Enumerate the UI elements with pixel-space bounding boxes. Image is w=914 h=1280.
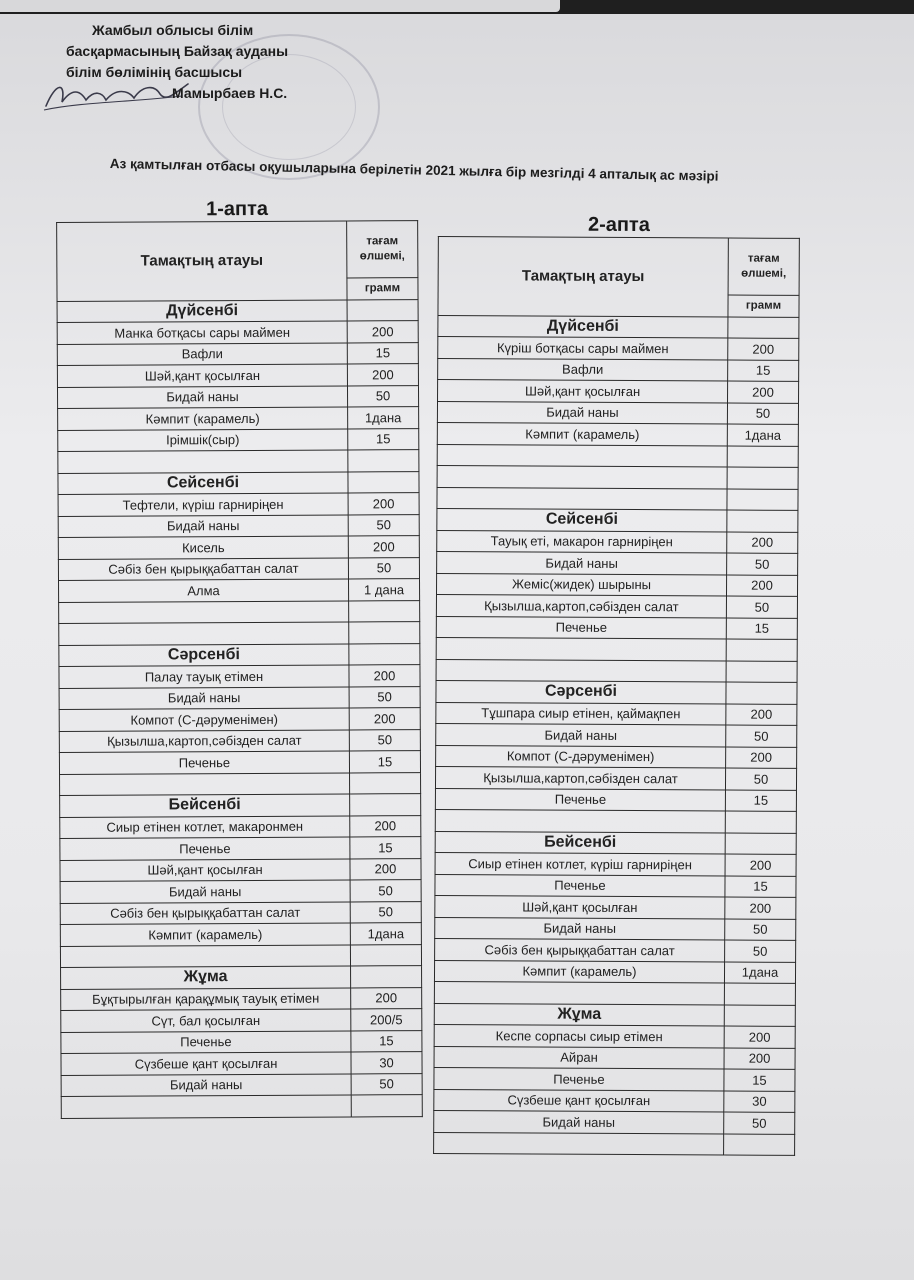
header-row [438, 237, 799, 296]
dish-quantity [350, 944, 421, 966]
dish-quantity: 200 [347, 364, 418, 386]
menu-row [58, 450, 419, 473]
dish-name: Шәй,қант қосылған [435, 895, 725, 918]
dish-name [58, 450, 348, 473]
menu-row [59, 600, 420, 623]
menu-row [59, 751, 420, 774]
dish-name: Тефтели, күріш гарниріңен [58, 493, 348, 516]
day-qty-cell [726, 682, 797, 704]
dish-name [437, 465, 727, 488]
column-header-dish: Тамақтың атауы [57, 221, 347, 301]
dish-name [434, 1132, 724, 1155]
dish-quantity: 50 [348, 514, 419, 536]
menu-row [435, 809, 796, 832]
dish-quantity: 1дана [724, 962, 795, 984]
dish-quantity: 15 [726, 618, 797, 640]
dish-name: Кисель [58, 536, 348, 559]
menu-row [57, 342, 418, 365]
menu-row [60, 901, 421, 924]
dish-name: Бидай наны [60, 880, 350, 903]
dish-quantity: 15 [348, 428, 419, 450]
dish-name: Кәмпит (карамель) [60, 923, 350, 946]
menu-row [58, 493, 419, 516]
day-row [59, 643, 420, 666]
dish-name: Алма [59, 579, 349, 602]
dish-name: Палау тауық етімен [59, 665, 349, 688]
dish-quantity: 30 [351, 1052, 422, 1074]
dish-quantity: 50 [349, 686, 420, 708]
dish-quantity: 200 [347, 321, 418, 343]
dish-name: Печенье [435, 788, 725, 811]
dish-name [60, 944, 350, 967]
dish-name: Бидай наны [59, 686, 349, 709]
menu-row [60, 923, 421, 946]
dish-quantity: 200 [725, 854, 796, 876]
dish-name: Сүзбеше қант қосылған [61, 1052, 351, 1075]
dish-name: Кәмпит (карамель) [437, 422, 727, 445]
dish-name: Бидай наны [58, 514, 348, 537]
menu-row [59, 579, 420, 602]
menu-row [58, 428, 419, 451]
dish-quantity [349, 600, 420, 622]
menu-row [61, 1030, 422, 1053]
document-title: Аз қамтылған отбасы оқушыларына берілетін 2021 жылға бір мезгілді 4 апталық ас мәзірі [109, 156, 719, 184]
dish-name [436, 637, 726, 660]
menu-row [59, 622, 420, 645]
dish-quantity: 200 [351, 987, 422, 1009]
menu-row [61, 1052, 422, 1075]
dish-name: Қызылша,картоп,сәбізден салат [435, 766, 725, 789]
menu-row [438, 337, 799, 360]
menu-row [434, 1046, 795, 1069]
dish-quantity: 50 [725, 919, 796, 941]
menu-row [59, 665, 420, 688]
menu-row [60, 837, 421, 860]
menu-row [59, 729, 420, 752]
menu-row [436, 745, 797, 768]
dish-name: Тауық еті, макарон гарниріңен [437, 530, 727, 553]
menu-row [436, 723, 797, 746]
menu-row [435, 895, 796, 918]
menu-row [435, 852, 796, 875]
dish-name: Бидай наны [437, 401, 727, 424]
page-top-paper-edge [0, 0, 560, 12]
dish-quantity: 200 [726, 575, 797, 597]
menu-row [437, 444, 798, 467]
menu-row [58, 536, 419, 559]
menu-row [58, 557, 419, 580]
dish-quantity: 50 [350, 901, 421, 923]
menu-row [61, 1095, 422, 1118]
menu-row [437, 465, 798, 488]
dish-quantity: 15 [347, 342, 418, 364]
menu-row [60, 944, 421, 967]
dish-quantity: 50 [348, 557, 419, 579]
menu-row [435, 917, 796, 940]
dish-quantity: 200 [725, 897, 796, 919]
dish-quantity: 200 [724, 1026, 795, 1048]
day-name: Сәрсенбі [59, 643, 349, 666]
day-name: Сәрсенбі [436, 680, 726, 703]
header-row [57, 221, 418, 280]
menu-row [434, 1067, 795, 1090]
menu-row [435, 766, 796, 789]
dish-name: Бидай наны [57, 385, 347, 408]
dish-quantity: 200 [349, 665, 420, 687]
dish-name: Сәбіз бен қырыққабаттан салат [435, 938, 725, 961]
dish-name: Сүзбеше қант қосылған [434, 1089, 724, 1112]
menu-row [58, 514, 419, 537]
dish-name [437, 444, 727, 467]
dish-quantity: 50 [725, 940, 796, 962]
day-row [58, 471, 419, 494]
menu-row [436, 659, 797, 682]
dish-name: Кәмпит (карамель) [434, 960, 724, 983]
dish-name: Ірімшік(сыр) [58, 428, 348, 451]
dish-name: Кеспе сорпасы сиыр етімен [434, 1024, 724, 1047]
approval-line-2: басқармасының Байзақ ауданы [66, 43, 289, 59]
dish-quantity [724, 1134, 795, 1156]
menu-row [436, 573, 797, 596]
dish-quantity [724, 983, 795, 1005]
menu-row [437, 530, 798, 553]
dish-name: Қызылша,картоп,сәбізден салат [59, 729, 349, 752]
menu-row [435, 938, 796, 961]
day-row [61, 966, 422, 989]
dish-name: Компот (С-дәруменімен) [436, 745, 726, 768]
dish-quantity [348, 450, 419, 472]
dish-name: Бұқтырылған қарақұмық тауық етімен [61, 987, 351, 1010]
day-name: Дүйсенбі [438, 315, 728, 338]
dish-quantity: 200 [728, 338, 799, 360]
dish-name: Жеміс(жидек) шырыны [436, 573, 726, 596]
menu-row [434, 1110, 795, 1133]
dish-quantity [349, 622, 420, 644]
menu-row [61, 987, 422, 1010]
day-row [434, 1003, 795, 1026]
menu-row [438, 380, 799, 403]
dish-name [434, 981, 724, 1004]
dish-quantity: 1дана [727, 424, 798, 446]
day-qty-cell [348, 471, 419, 493]
menu-row [434, 981, 795, 1004]
dish-quantity: 200 [350, 815, 421, 837]
day-qty-cell [350, 794, 421, 816]
dish-quantity: 200 [348, 493, 419, 515]
dish-name: Компот (С-дәруменімен) [59, 708, 349, 731]
day-name: Бейсенбі [435, 831, 725, 854]
dish-name: Печенье [435, 874, 725, 897]
dish-quantity: 1дана [348, 407, 419, 429]
menu-row [60, 858, 421, 881]
menu-row [435, 788, 796, 811]
dish-quantity [351, 1095, 422, 1117]
dish-name: Шәй,қант қосылған [60, 858, 350, 881]
dish-name: Бидай наны [437, 551, 727, 574]
dish-quantity: 50 [350, 880, 421, 902]
dish-quantity: 15 [351, 1030, 422, 1052]
dish-quantity [726, 639, 797, 661]
dish-quantity: 200 [724, 1048, 795, 1070]
menu-row [437, 422, 798, 445]
menu-row [436, 637, 797, 660]
menu-row [437, 401, 798, 424]
dish-quantity: 15 [728, 360, 799, 382]
dish-quantity: 15 [349, 751, 420, 773]
menu-row [60, 815, 421, 838]
dish-name [437, 487, 727, 510]
dish-quantity: 15 [725, 876, 796, 898]
day-qty-cell [725, 833, 796, 855]
dish-name [59, 600, 349, 623]
day-name: Дүйсенбі [57, 299, 347, 322]
week-title: 2-апта [587, 213, 650, 237]
day-row [436, 680, 797, 703]
day-qty-cell [351, 966, 422, 988]
dish-quantity [726, 661, 797, 683]
menu-row [59, 708, 420, 731]
menu-row [434, 1132, 795, 1155]
menu-row [57, 364, 418, 387]
dish-quantity: 200 [728, 381, 799, 403]
dish-name: Бидай наны [435, 917, 725, 940]
dish-name: Шәй,қант қосылған [438, 380, 728, 403]
dish-name: Вафли [438, 358, 728, 381]
menu-row [59, 686, 420, 709]
dish-name: Сиыр етінен котлет, макаронмен [60, 815, 350, 838]
menu-row [57, 321, 418, 344]
dish-name: Бидай наны [434, 1110, 724, 1133]
day-name: Сейсенбі [437, 508, 727, 531]
dish-quantity [727, 467, 798, 489]
dish-quantity [725, 811, 796, 833]
day-name: Бейсенбі [60, 794, 350, 817]
dish-name: Күріш ботқасы сары маймен [438, 337, 728, 360]
menu-row [434, 1089, 795, 1112]
day-row [60, 794, 421, 817]
day-qty-cell [347, 299, 418, 321]
dish-name: Сүт, бал қосылған [61, 1009, 351, 1032]
dish-name: Сәбіз бен қырыққабаттан салат [60, 901, 350, 924]
menu-row [437, 551, 798, 574]
dish-quantity: 50 [727, 403, 798, 425]
dish-name: Печенье [59, 751, 349, 774]
dish-name: Вафли [57, 342, 347, 365]
day-name: Жұма [434, 1003, 724, 1026]
approval-line-1: Жамбыл облысы білім [92, 22, 254, 38]
dish-name: Айран [434, 1046, 724, 1069]
dish-quantity: 50 [727, 553, 798, 575]
menu-row [57, 385, 418, 408]
dish-name [436, 659, 726, 682]
column-header-dish: Тамақтың атауы [438, 237, 728, 317]
menu-row [438, 358, 799, 381]
dish-name: Тұшпара сиыр етінен, қаймақпен [436, 702, 726, 725]
dish-quantity: 15 [350, 837, 421, 859]
menu-row [61, 1073, 422, 1096]
dish-name [435, 809, 725, 832]
day-row [438, 315, 799, 338]
dish-name [59, 622, 349, 645]
dish-name: Печенье [61, 1030, 351, 1053]
dish-quantity [350, 772, 421, 794]
dish-quantity: 200 [727, 532, 798, 554]
week-2-menu [433, 212, 800, 1156]
approval-block [60, 20, 360, 104]
day-row [435, 831, 796, 854]
column-header-gram: грамм [728, 295, 799, 317]
column-header-unit: тағам өлшемі, [728, 238, 799, 295]
menu-row [61, 1009, 422, 1032]
menu-row [435, 874, 796, 897]
menu-row [60, 772, 421, 795]
dish-quantity: 15 [725, 790, 796, 812]
dish-name: Манка ботқасы сары маймен [57, 321, 347, 344]
day-row [437, 508, 798, 531]
menu-row [436, 702, 797, 725]
approval-line-3: білім бөлімінің басшысы [66, 64, 243, 80]
menu-row [58, 407, 419, 430]
dish-quantity: 50 [347, 385, 418, 407]
day-name: Жұма [61, 966, 351, 989]
dish-name: Бидай наны [436, 723, 726, 746]
dish-name: Кәмпит (карамель) [58, 407, 348, 430]
dish-quantity: 1 дана [348, 579, 419, 601]
dish-name: Бидай наны [61, 1073, 351, 1096]
dish-quantity: 200 [348, 536, 419, 558]
dish-quantity: 200 [349, 708, 420, 730]
dish-quantity: 50 [725, 768, 796, 790]
day-row [57, 299, 418, 322]
dish-quantity: 50 [726, 725, 797, 747]
week-1-menu [56, 196, 423, 1118]
dish-quantity: 200 [726, 747, 797, 769]
dish-name: Печенье [60, 837, 350, 860]
dish-quantity: 50 [724, 1112, 795, 1134]
dish-name [60, 772, 350, 795]
dish-quantity [727, 489, 798, 511]
dish-quantity: 50 [351, 1073, 422, 1095]
dish-quantity: 50 [349, 729, 420, 751]
column-header-gram: грамм [347, 278, 418, 300]
dish-quantity: 200 [726, 704, 797, 726]
dish-name: Печенье [436, 616, 726, 639]
dish-quantity [727, 446, 798, 468]
dish-quantity: 30 [724, 1091, 795, 1113]
menu-table [56, 220, 423, 1118]
dish-name: Шәй,қант қосылған [57, 364, 347, 387]
menu-row [434, 1024, 795, 1047]
dish-quantity: 15 [724, 1069, 795, 1091]
dish-name: Қызылша,картоп,сәбізден салат [436, 594, 726, 617]
dish-name: Сәбіз бен қырыққабаттан салат [58, 557, 348, 580]
menu-row [436, 616, 797, 639]
approver-name: Мамырбаев Н.С. [172, 85, 288, 101]
day-qty-cell [727, 510, 798, 532]
dish-name: Печенье [434, 1067, 724, 1090]
menu-row [434, 960, 795, 983]
day-qty-cell [724, 1005, 795, 1027]
dish-quantity: 200 [350, 858, 421, 880]
day-qty-cell [349, 643, 420, 665]
menu-row [436, 594, 797, 617]
menu-row [437, 487, 798, 510]
dish-quantity: 200/5 [351, 1009, 422, 1031]
week-title: 1-апта [206, 197, 269, 221]
dish-quantity: 1дана [350, 923, 421, 945]
column-header-unit: тағам өлшемі, [347, 221, 418, 278]
dish-name: Сиыр етінен котлет, күріш гарниріңен [435, 852, 725, 875]
menu-row [60, 880, 421, 903]
dish-quantity: 50 [726, 596, 797, 618]
day-name: Сейсенбі [58, 471, 348, 494]
menu-table [433, 236, 800, 1156]
dish-name [61, 1095, 351, 1118]
day-qty-cell [728, 317, 799, 339]
